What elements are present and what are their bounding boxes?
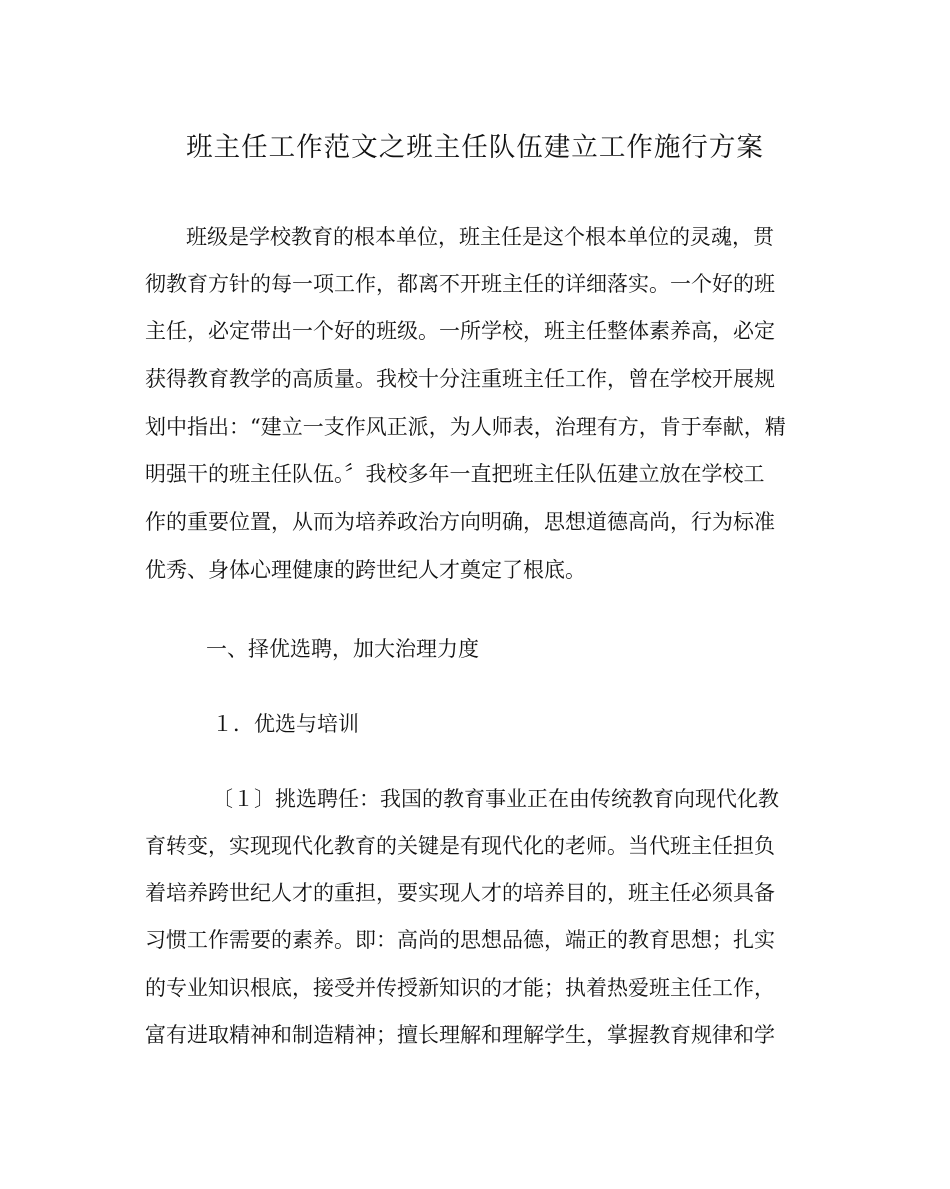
para-1-1-line-5: 的专业知识根底，接受并传授新知识的才能；执着热爱班主任工作， [145,976,775,1000]
intro-line-4: 获得教育教学的高质量。我校十分注重班主任工作，曾在学校开展规 [145,367,775,391]
intro-line-8: 优秀、身体心理健康的跨世纪人才奠定了根底。 [145,558,586,582]
para-1-1-line-6: 富有进取精神和制造精神；擅长理解和理解学生，掌握教育规律和学 [145,1023,775,1047]
intro-line-2: 彻教育方针的每一项工作，都离不开班主任的详细落实。一个好的班 [145,272,775,296]
intro-line-1: 班级是学校教育的根本单位，班主任是这个根本单位的灵魂，贯 [186,225,774,249]
subsection-1-heading: １．优选与培训 [212,712,359,736]
para-1-1-line-1: 〔１〕挑选聘任：我国的教育事业正在由传统教育向现代化教 [212,787,779,811]
para-1-1-line-3: 着培养跨世纪人才的重担，要实现人才的培养目的，班主任必须具备 [145,881,775,905]
intro-line-3: 主任，必定带出一个好的班级。一所学校，班主任整体素养高，必定 [145,319,775,343]
intro-line-5: 划中指出：“建立一支作风正派，为人师表，治理有方，肯于奉献，精 [145,415,786,439]
intro-line-6: 明强干的班主任队伍。〞我校多年一直把班主任队伍建立放在学校工 [145,462,765,486]
para-1-1-line-2: 育转变，实现现代化教育的关键是有现代化的老师。当代班主任担负 [145,834,775,858]
document-title: 班主任工作范文之班主任队伍建立工作施行方案 [186,132,764,163]
section-1-heading: 一、择优选聘，加大治理力度 [206,637,479,661]
para-1-1-line-4: 习惯工作需要的素养。即：高尚的思想品德，端正的教育思想；扎实 [145,928,775,952]
intro-line-7: 作的重要位置，从而为培养政治方向明确，思想道德高尚，行为标准 [145,510,775,534]
